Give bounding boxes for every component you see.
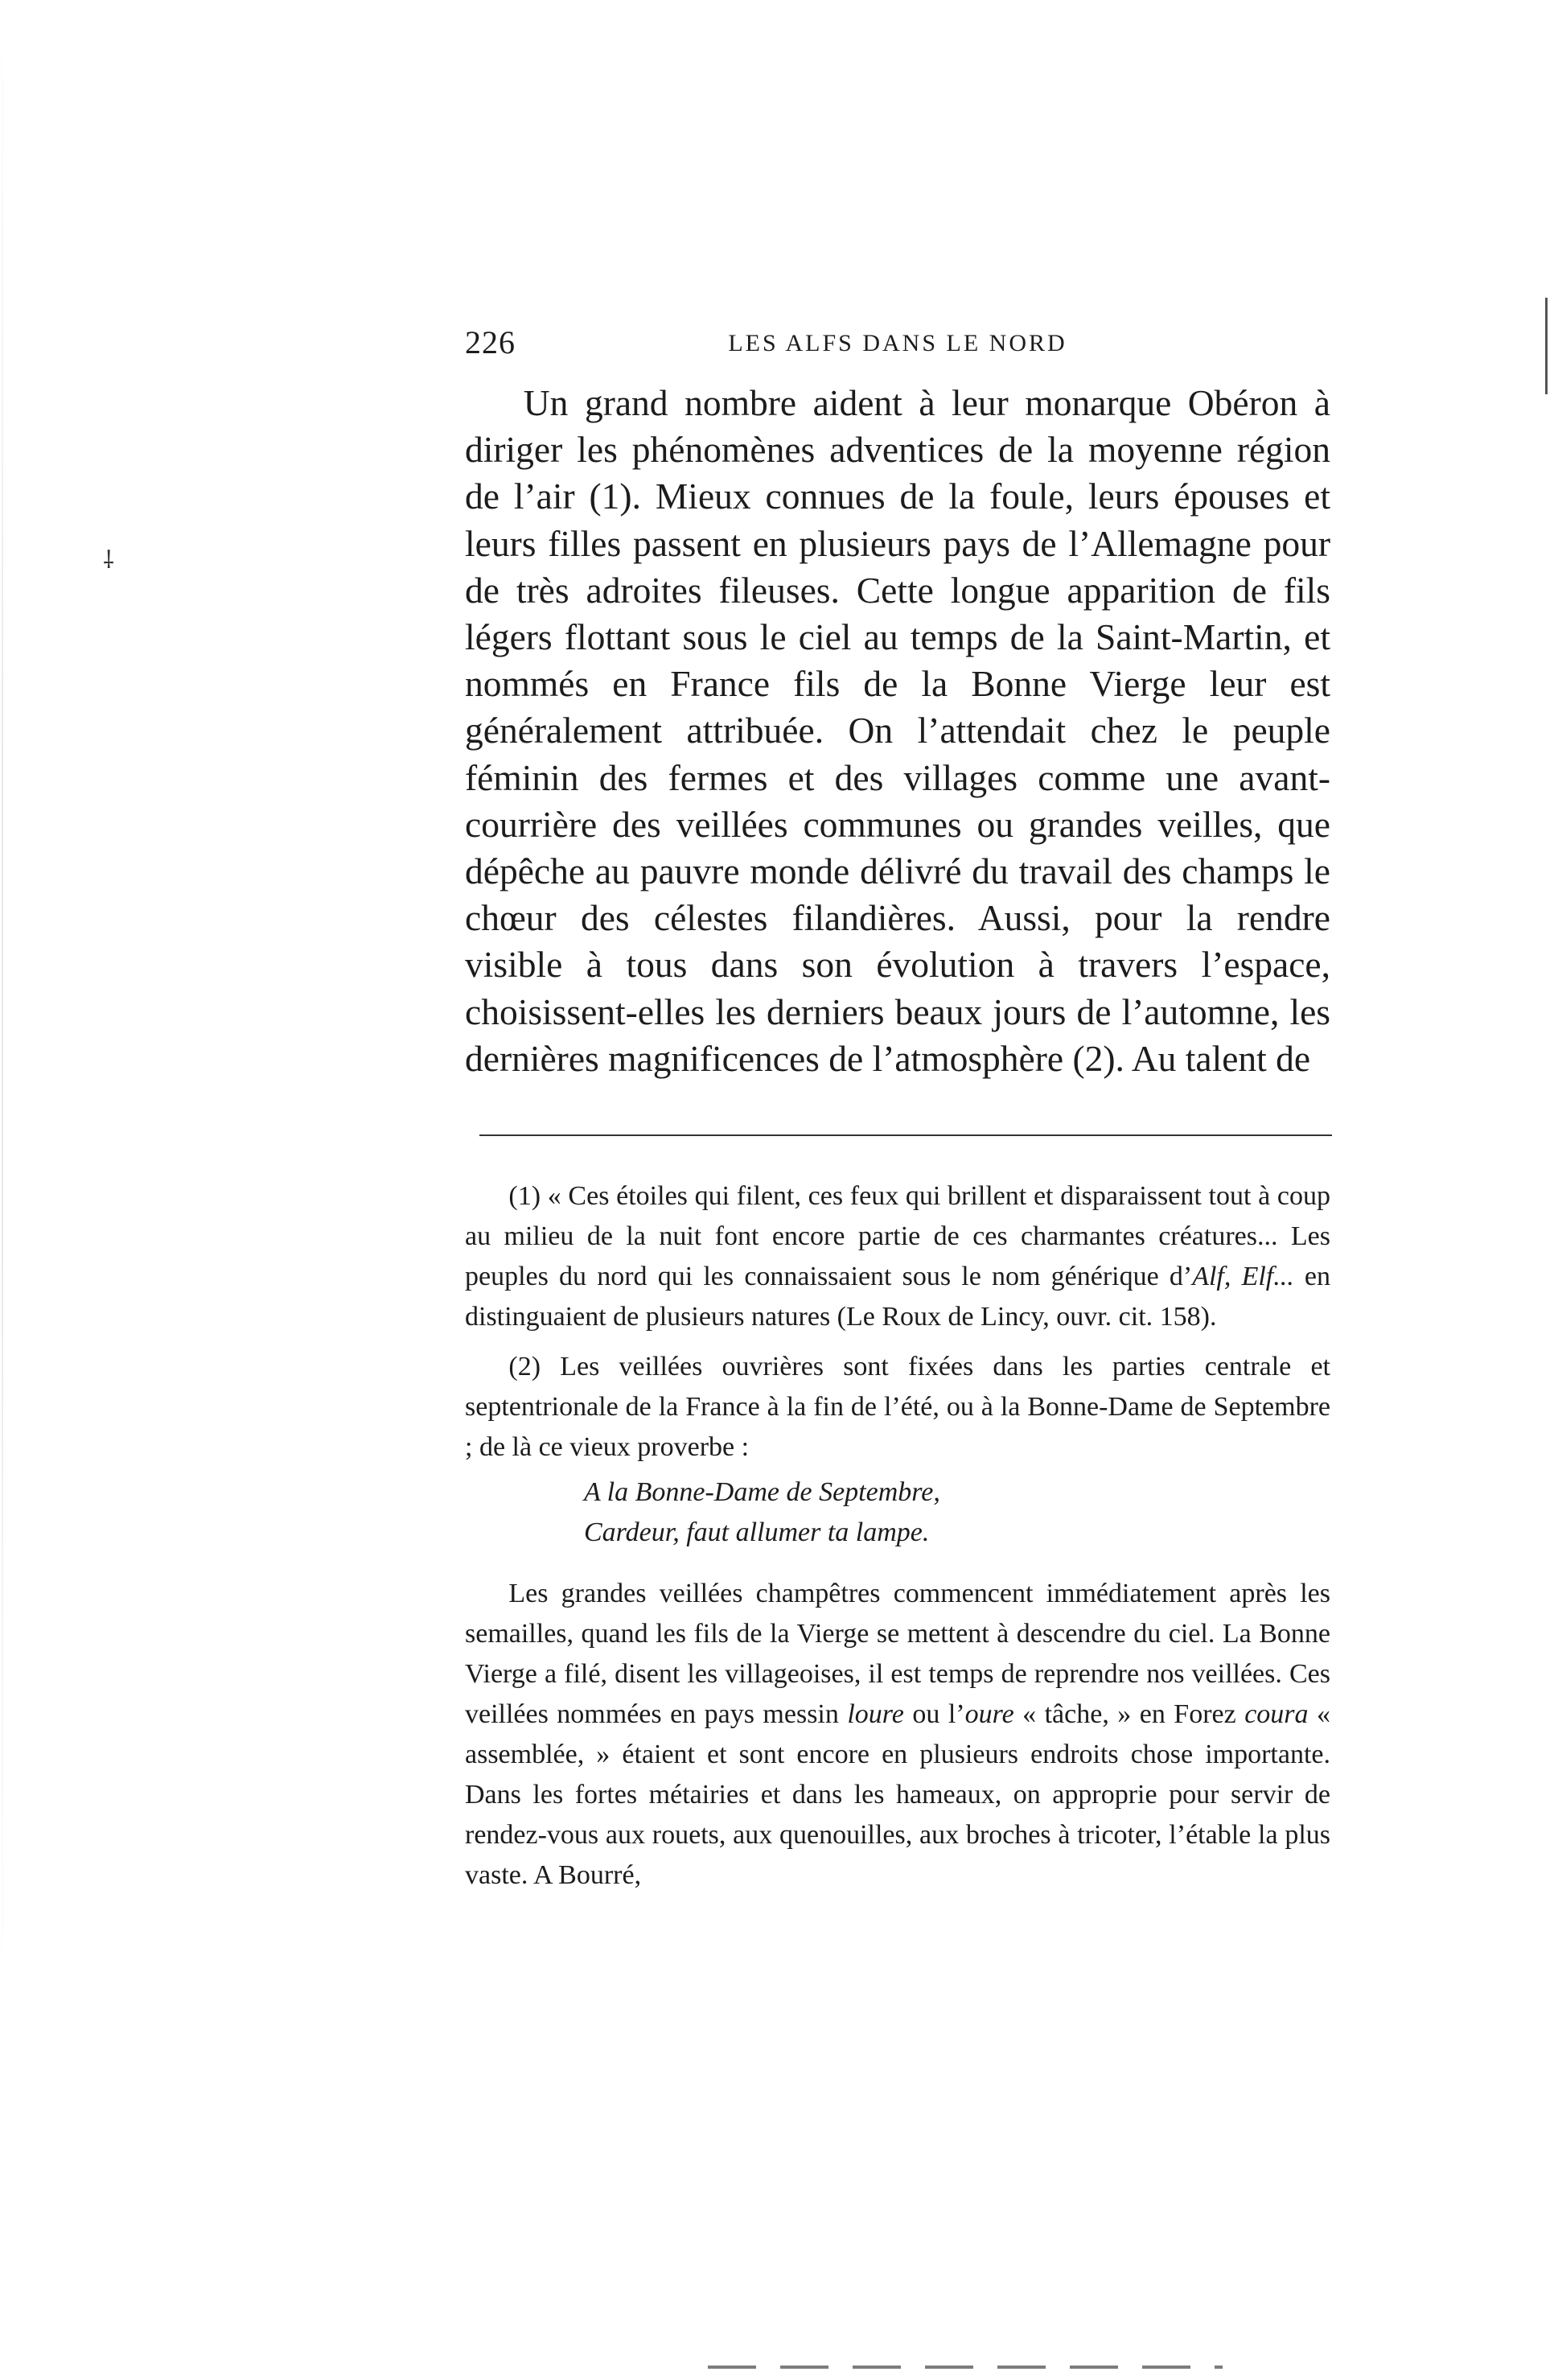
continuation-text-4: « assemblée, » étaient et sont encore en plusieurs endroits chose importante. Dans les fortes métairies et dans les hameaux, on approprie pour servir de rendez-vous aux rouets, aux quenouilles, aux broches à tricoter, l’étable la plus vaste. A Bourré, xyxy=(465,1699,1330,1890)
continuation-italic-1: loure xyxy=(847,1699,904,1729)
footnote-divider xyxy=(479,1134,1332,1136)
footnote-1-italic: Alf, Elf... xyxy=(1192,1262,1294,1291)
proverb-verse xyxy=(584,1472,1330,1553)
continuation-italic-2: oure xyxy=(964,1699,1014,1729)
footnote-1 xyxy=(465,1176,1330,1337)
continuation-text-2: ou l’ xyxy=(903,1699,965,1729)
continuation-text-3: « tâche, » en Forez xyxy=(1013,1699,1245,1729)
page-number: 226 xyxy=(465,324,516,360)
footnote-2: (2) Les veillées ouvrières sont fixées dans les parties centrale et septentrionale de la France à la fin de l’été, ou à la Bonne-Dame de Septembre ; de là ce vieux proverbe : xyxy=(465,1352,1330,1462)
footnote-2-continuation xyxy=(465,1574,1330,1896)
main-paragraph: Un grand nombre aident à leur monarque Obéron à diriger les phénomènes adventices de la moyenne région de l’air (1). Mieux connues de la foule, leurs épouses et leurs filles passent en plusieurs pays de l’Allemagne pour de très adroites fileuses. Cette longue apparition de fils légers flottant sous le ciel au temps de la Saint-Martin, et nommés en France fils de la Bonne Vierge leur est généralement attribuée. On l’attendait chez le peuple féminin des fermes et des villages comme une avant-courrière des veillées communes ou grandes veilles, que dépêche au pauvre monde délivré du travail des champs le chœur des célestes filandières. Aussi, pour la rendre visible à tous dans son évolution à travers l’espace, choisissent-elles les derniers beaux jours de l’automne, les dernières magnificences de l’atmosphère (2). Au talent de xyxy=(465,382,1330,1079)
running-title: LES ALFS DANS LE NORD xyxy=(728,330,1067,356)
verse-line-2: Cardeur, faut allumer ta lampe. xyxy=(584,1517,930,1547)
footnote-1-text-end: en distinguaient de plusieurs natures (Le Roux de Lincy, ouvr. cit. 158). xyxy=(465,1262,1331,1332)
scan-bottom-artifact xyxy=(708,2366,1223,2369)
continuation-italic-3: coura xyxy=(1244,1699,1309,1729)
margin-ink-mark: ⸸ xyxy=(103,547,115,574)
footnotes xyxy=(465,1176,1330,1896)
page-header xyxy=(465,323,1330,372)
verse-line-1: A la Bonne-Dame de Septembre, xyxy=(584,1477,940,1507)
scan-edge-right xyxy=(1545,298,1548,394)
scan-edge-left xyxy=(2,0,3,2011)
continuation-text-1: Les grandes veillées champêtres commencent immédiatement après les semailles, quand les fils de la Vierge se mettent à descendre du ciel. La Bonne Vierge a filé, disent les villageoises, il est temps de reprendre nos veillées. Ces veillées nommées en pays messin xyxy=(465,1579,1330,1729)
footnote-1-text: (1) « Ces étoiles qui filent, ces feux qui brillent et disparaissent tout à coup au milieu de la nuit font encore partie de ces charmantes créatures... Les peuples du nord qui les connaissaient sous le nom générique d’ xyxy=(465,1181,1330,1291)
